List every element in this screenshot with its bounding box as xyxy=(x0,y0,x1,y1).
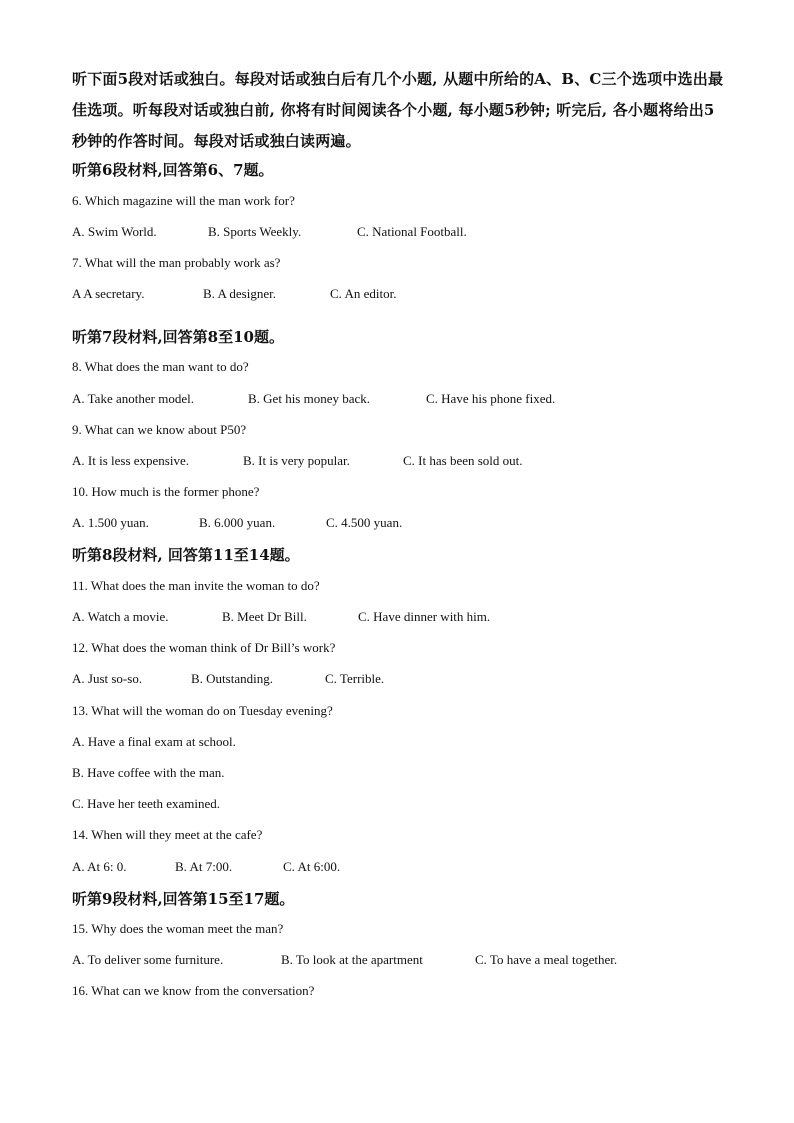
option-9a: A. It is less expensive. xyxy=(72,453,189,468)
option-6a: A. Swim World. xyxy=(72,224,157,239)
question-13: 13. What will the woman do on Tuesday evening? xyxy=(72,703,333,718)
section-heading-7: 听第7段材料,回答第8至10题。 xyxy=(72,328,284,346)
question-12: 12. What does the woman think of Dr Bill’s work? xyxy=(72,640,336,655)
question-16: 16. What can we know from the conversation? xyxy=(72,983,315,998)
option-12a: A. Just so-so. xyxy=(72,671,143,686)
option-8b: B. Get his money back. xyxy=(248,391,371,406)
option-9c: C. It has been sold out. xyxy=(403,453,523,468)
option-7a: A A secretary. xyxy=(72,286,145,301)
instructions-paragraph: 听下面5段对话或独白。每段对话或独白后有几个小题, 从题中所给的A、B、C三个选项中选出最佳选项。听每段对话或独白前, 你将有时间阅读各个小题, 每小题5秒钟; 听完后, 各小题将给出5秒钟的作答时间。每段对话或独白读两遍。 xyxy=(72,70,724,150)
option-14a: A. At 6: 0. xyxy=(72,859,127,874)
question-8: 8. What does the man want to do? xyxy=(72,359,249,374)
option-7b: B. A designer. xyxy=(203,286,276,301)
question-6: 6. Which magazine will the man work for? xyxy=(72,193,295,208)
section-heading-6: 听第6段材料,回答第6、7题。 xyxy=(72,161,274,179)
option-12b: B. Outstanding. xyxy=(191,671,273,686)
question-7: 7. What will the man probably work as? xyxy=(72,255,281,270)
option-8a: A. Take another model. xyxy=(72,391,194,406)
option-10c: C. 4.500 yuan. xyxy=(326,515,403,530)
option-11a: A. Watch a movie. xyxy=(72,609,169,624)
question-11: 11. What does the man invite the woman to do? xyxy=(72,578,320,593)
option-6c: C. National Football. xyxy=(357,224,467,239)
option-15c: C. To have a meal together. xyxy=(475,952,618,967)
question-10: 10. How much is the former phone? xyxy=(72,484,260,499)
option-11c: C. Have dinner with him. xyxy=(358,609,491,624)
section-heading-8: 听第8段材料, 回答第11至14题。 xyxy=(72,546,300,564)
question-15: 15. Why does the woman meet the man? xyxy=(72,921,284,936)
option-9b: B. It is very popular. xyxy=(243,453,350,468)
option-11b: B. Meet Dr Bill. xyxy=(222,609,307,624)
question-9: 9. What can we know about P50? xyxy=(72,422,247,437)
option-15b: B. To look at the apartment xyxy=(281,952,423,967)
option-13b: B. Have coffee with the man. xyxy=(72,765,225,780)
option-13a: A. Have a final exam at school. xyxy=(72,734,236,749)
question-14: 14. When will they meet at the cafe? xyxy=(72,827,263,842)
option-15a: A. To deliver some furniture. xyxy=(72,952,224,967)
option-13c: C. Have her teeth examined. xyxy=(72,796,220,811)
section-heading-9: 听第9段材料,回答第15至17题。 xyxy=(72,890,295,908)
option-7c: C. An editor. xyxy=(330,286,397,301)
option-8c: C. Have his phone fixed. xyxy=(426,391,556,406)
option-6b: B. Sports Weekly. xyxy=(208,224,302,239)
option-12c: C. Terrible. xyxy=(325,671,385,686)
option-10a: A. 1.500 yuan. xyxy=(72,515,149,530)
option-14c: C. At 6:00. xyxy=(283,859,341,874)
option-10b: B. 6.000 yuan. xyxy=(199,515,276,530)
option-14b: B. At 7:00. xyxy=(175,859,233,874)
